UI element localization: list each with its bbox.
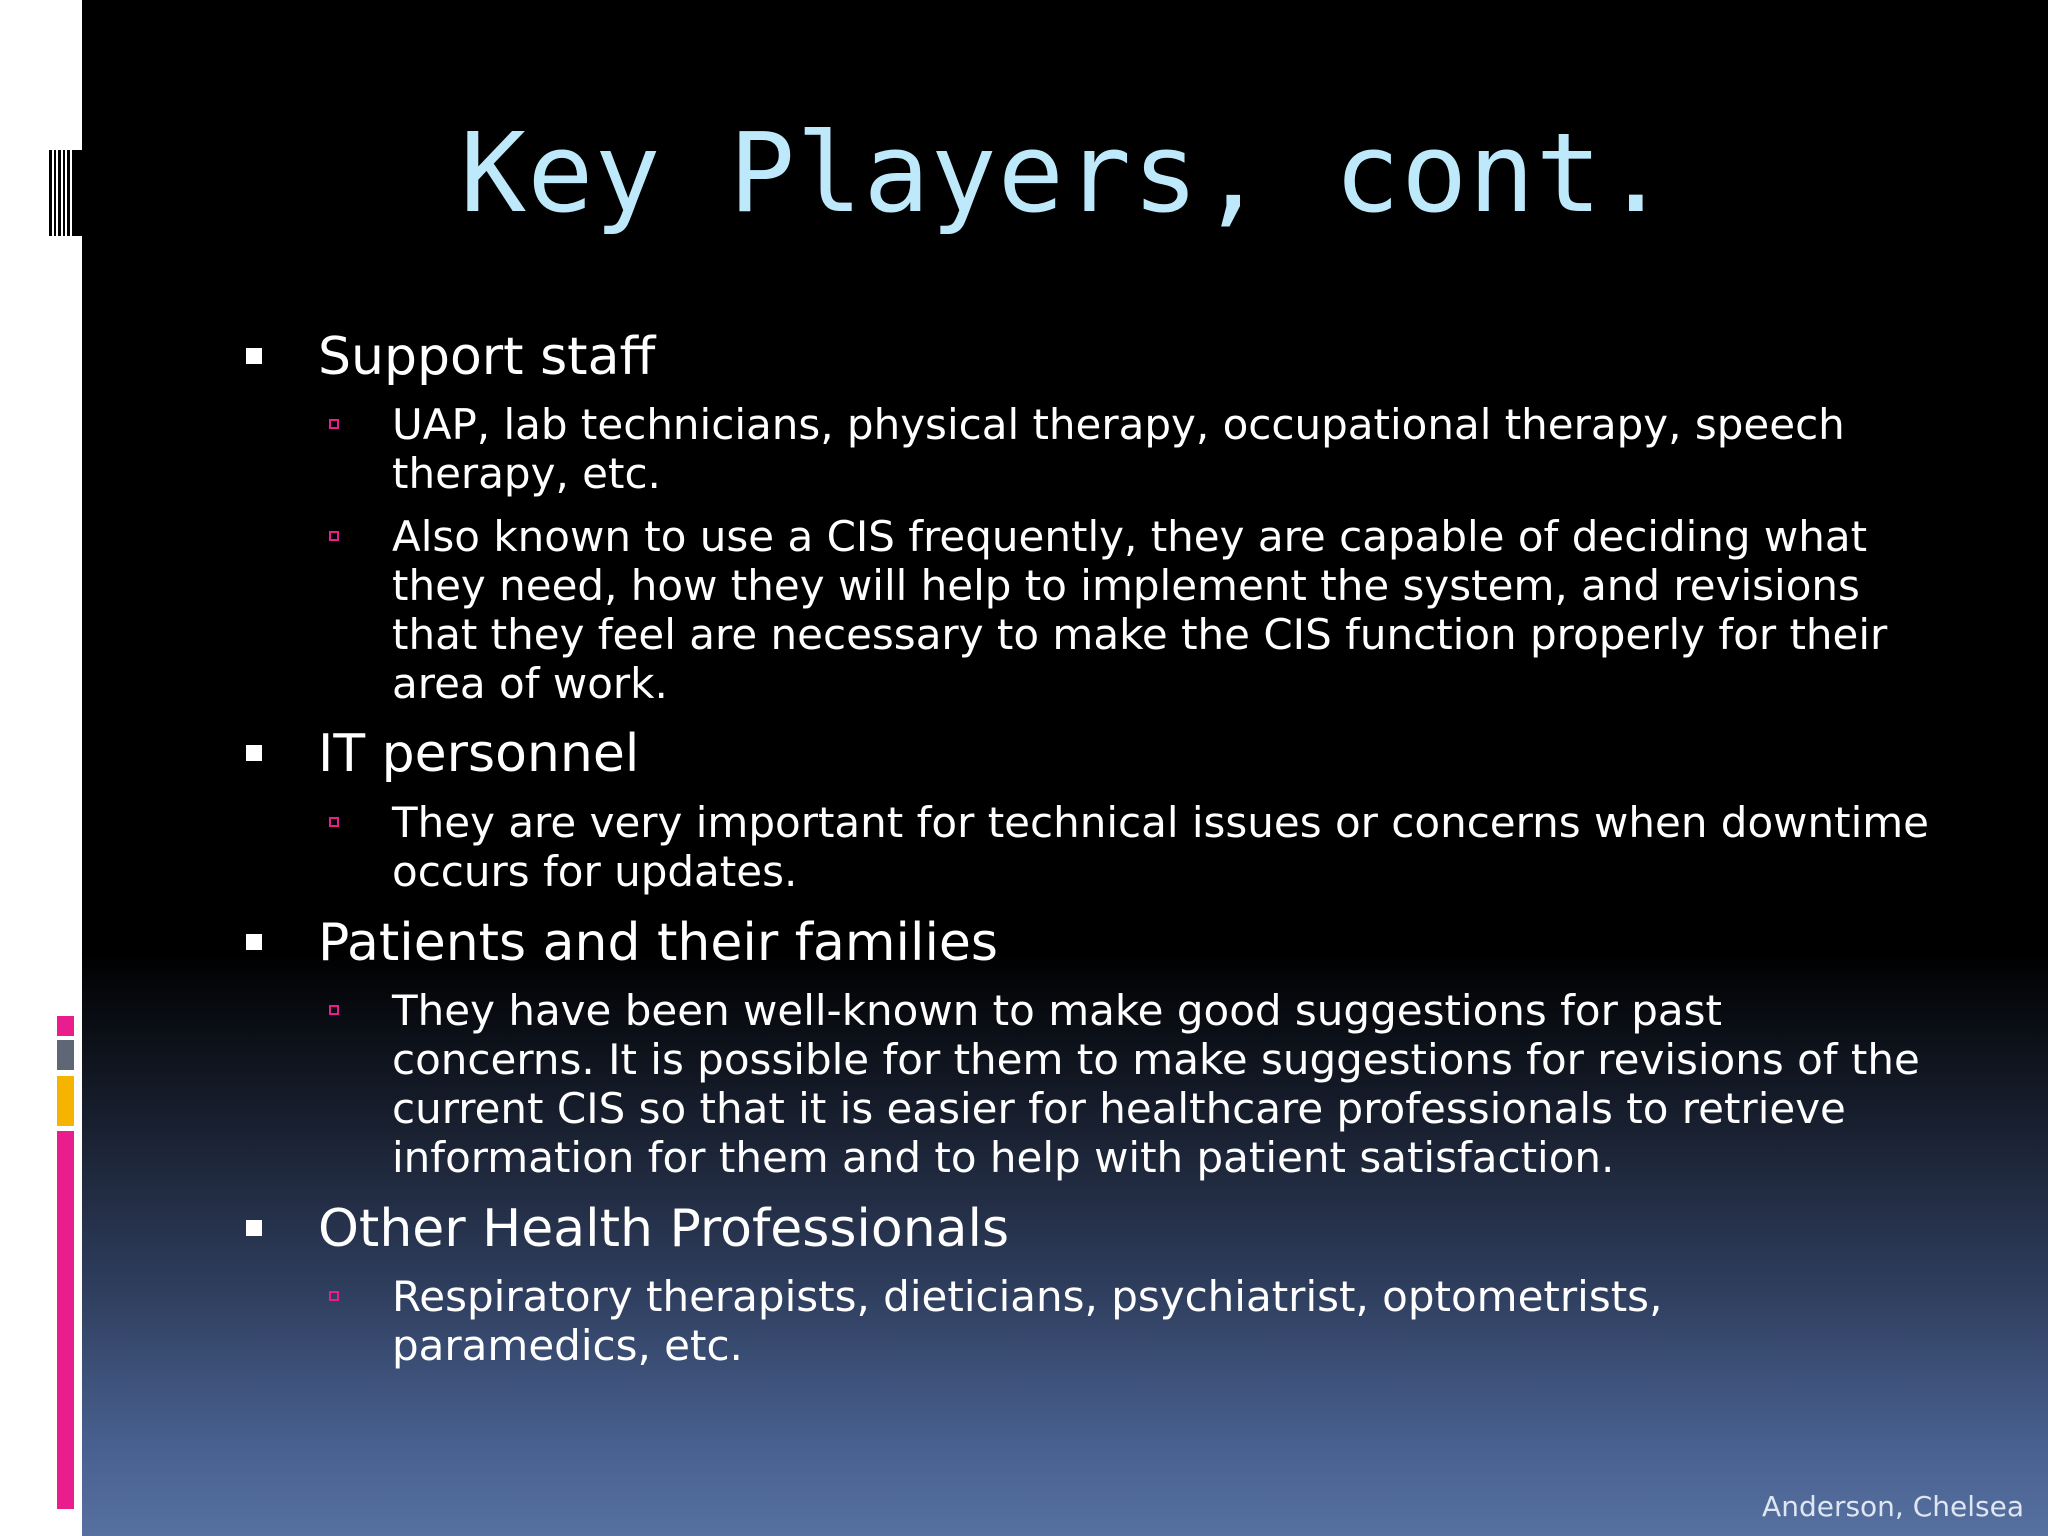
- bullet-heading: Patients and their families: [318, 913, 998, 973]
- hollow-square-bullet-icon: [329, 817, 339, 827]
- slide-title: Key Players, cont.: [459, 109, 1671, 237]
- square-bullet-icon: [246, 1220, 262, 1236]
- sub-bullet-text: Respiratory therapists, dieticians, psychiatrist, optometrists, paramedics, etc.: [392, 1272, 1663, 1370]
- hollow-square-bullet-icon: [329, 1005, 339, 1015]
- sub-bullet-text: UAP, lab technicians, physical therapy, occupational therapy, speech therapy, etc.: [392, 400, 1845, 498]
- square-bullet-icon: [246, 348, 262, 364]
- sub-bullet-text: Also known to use a CIS frequently, they are capable of deciding what they need, how they will help to implement the system, and revisions that they feel are necessary to make the CIS function properly for their area of work.: [392, 512, 1888, 708]
- hollow-square-bullet-icon: [329, 419, 339, 429]
- hollow-square-bullet-icon: [329, 1291, 339, 1301]
- bullet-heading: IT personnel: [318, 724, 640, 784]
- hollow-square-bullet-icon: [329, 531, 339, 541]
- bullet-heading: Support staff: [318, 327, 656, 387]
- footer-author: Anderson, Chelsea: [1762, 1490, 2024, 1523]
- square-bullet-icon: [246, 934, 262, 950]
- sub-bullet-text: They have been well-known to make good suggestions for past concerns. It is possible for them to make suggestions for revisions of the current CIS so that it is easier for healthcare professionals to retrieve information for them and to help with patient satisfaction.: [392, 986, 1920, 1182]
- sub-bullet-text: They are very important for technical issues or concerns when downtime occurs for updates.: [392, 798, 1930, 896]
- square-bullet-icon: [246, 745, 262, 761]
- bullet-heading: Other Health Professionals: [318, 1199, 1010, 1259]
